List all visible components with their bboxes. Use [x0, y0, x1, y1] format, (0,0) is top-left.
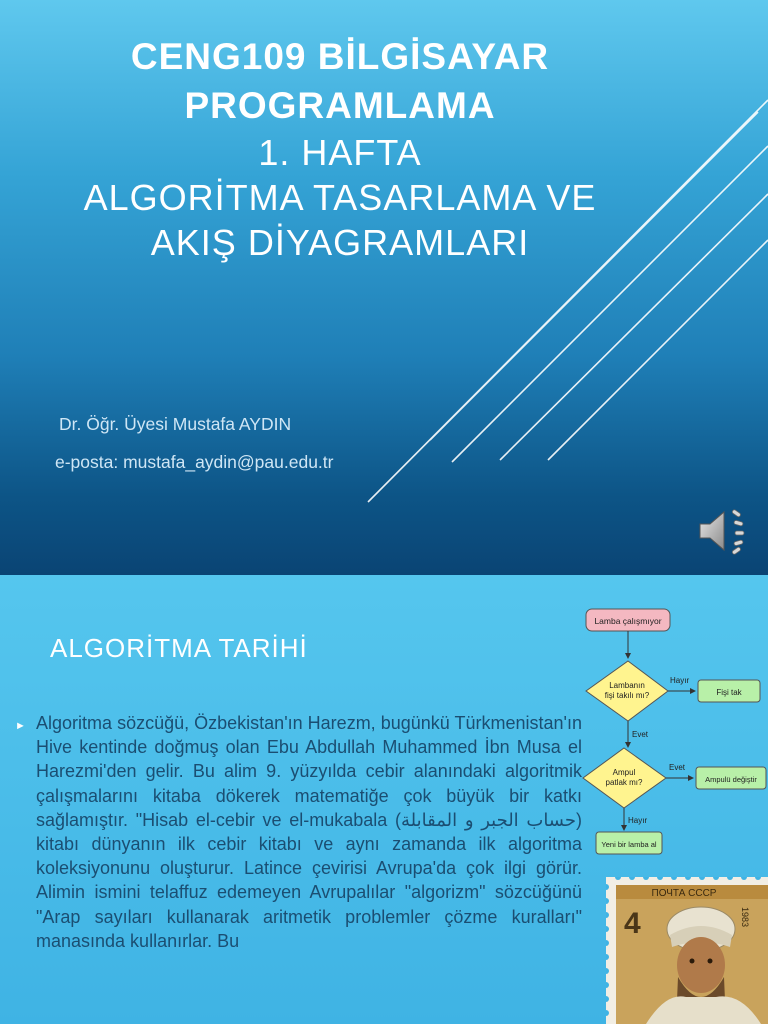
flow-decision-1-line2: fişi takılı mı? — [604, 691, 650, 700]
content-slide — [0, 575, 768, 1024]
stamp-value: 4 — [624, 907, 641, 940]
title-line-4: ALGORİTMA TASARLAMA VE — [83, 177, 597, 218]
flow-decision-2-line1: Ampul — [612, 768, 636, 777]
body-paragraph: Algoritma sözcüğü, Özbekistan'ın Harezm, bugünkü Türkmenistan'ın Hive kentinde doğmuş olan Ebu Abdullah Muhammed İbn Musa el Harezmi'den gelir. Bu alim 9. yüzyılda cebir alanındaki algoritmik çalışmalarını kitaba dökerek matematiğe çok büyük bir katkı sağlamıştır. "Hisab el-cebir ve el-mukabala (حساب الجبر و المقابلة) kitabı dünyanın ilk cebir kitabı ve aynı zamanda ilk algoritma koleksiyonunu oluşturur. Latince çevirisi Avrupa'da çok ilgi görür. Alimin ismini telaffuz edemeyen Avrupalılar "algorizm" sözcüğünü "Arap sayıları kullanarak aritmetik problemler çözme kuralları" manasında kullanırlar. Bu — [36, 713, 582, 951]
flow-start-label: Lamba çalışmıyor — [594, 616, 662, 626]
slide-title — [0, 32, 680, 265]
flow-action-1: Fişi tak — [716, 688, 742, 697]
speaker-icon[interactable] — [696, 506, 748, 556]
flow-yes-1: Evet — [632, 730, 649, 739]
flow-yes-2: Evet — [669, 763, 686, 772]
title-line-3: 1. HAFTA — [258, 132, 422, 173]
stamp-header: ПОЧТА СССР — [651, 888, 717, 899]
flowchart-diagram — [578, 605, 768, 875]
bullet-icon: ► — [15, 720, 26, 732]
section-title: ALGORİTMA TARİHİ — [50, 633, 308, 663]
stamp-image — [606, 877, 768, 1024]
flow-decision-2-line2: patlak mı? — [605, 778, 643, 787]
title-line-1: CENG109 BİLGİSAYAR — [130, 36, 550, 77]
flow-action-3: Yeni bir lamba al — [601, 840, 657, 849]
stamp-year: 1983 — [740, 907, 750, 928]
flow-no-1: Hayır — [670, 676, 690, 685]
flow-action-2: Ampulü değiştir — [705, 775, 757, 784]
flow-no-2: Hayır — [628, 816, 648, 825]
author-name: Dr. Öğr. Üyesi Mustafa AYDIN — [59, 414, 292, 434]
author-email: e-posta: mustafa_aydin@pau.edu.tr — [55, 452, 334, 472]
title-line-5: AKIŞ DİYAGRAMLARI — [150, 222, 530, 263]
title-line-2: PROGRAMLAMA — [184, 85, 496, 126]
flow-decision-1-line1: Lambanın — [609, 681, 645, 690]
